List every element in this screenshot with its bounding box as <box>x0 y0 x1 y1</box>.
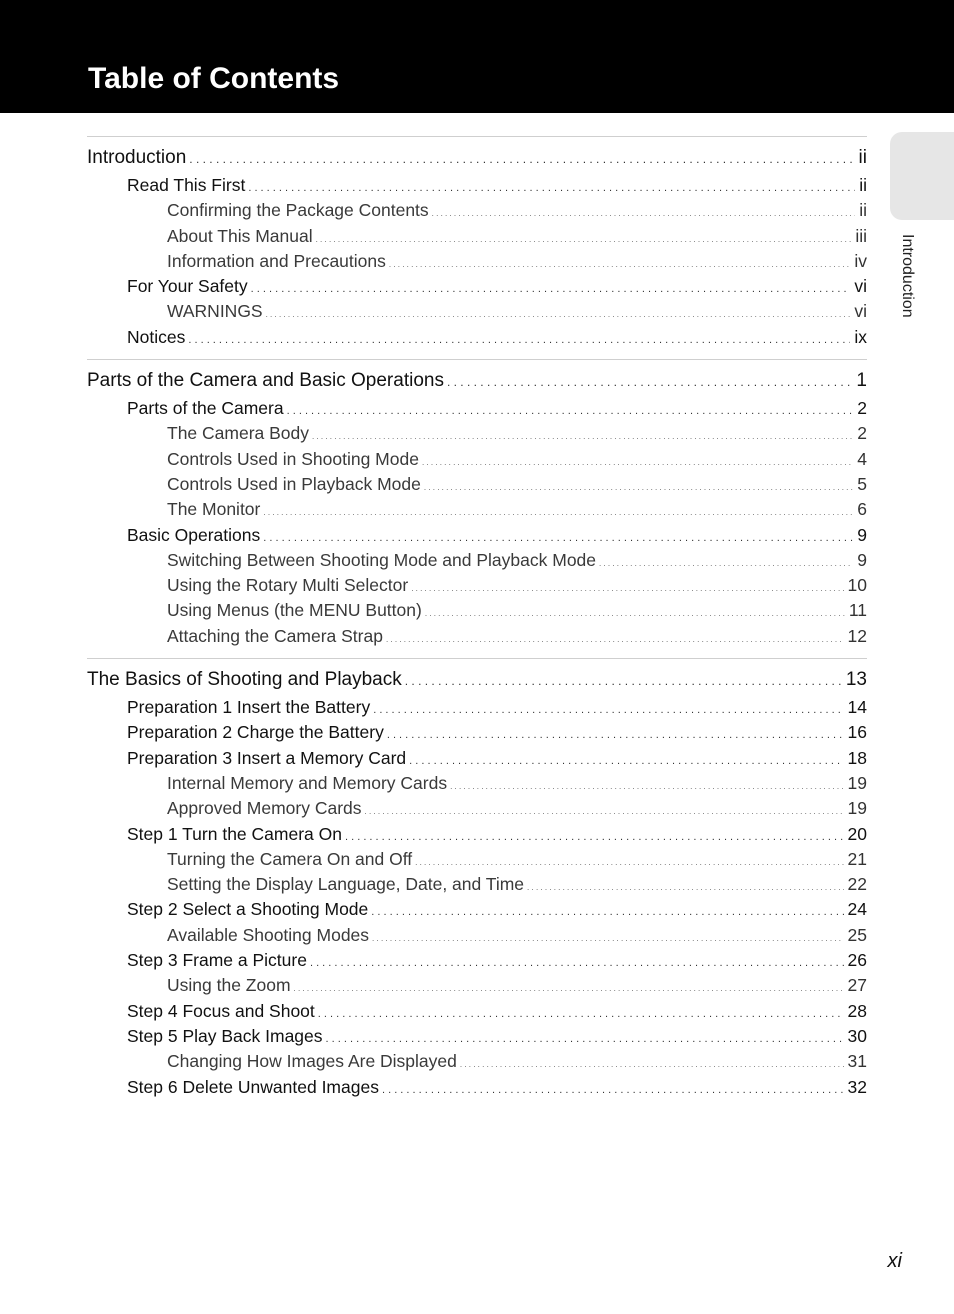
toc-entry-page: 5 <box>857 473 867 494</box>
toc-section <box>87 658 867 1100</box>
toc-subsection-entry[interactable] <box>87 548 867 573</box>
toc-entry-title: Step 5 Play Back Images <box>127 1025 323 1046</box>
dot-leader <box>424 475 853 500</box>
toc-subsection-entry[interactable] <box>87 1049 867 1074</box>
toc-subsection-entry[interactable] <box>87 796 867 821</box>
toc-entry-page: 11 <box>848 600 867 621</box>
toc-section-entry[interactable] <box>87 523 867 548</box>
dot-leader <box>599 551 853 576</box>
toc-entry-page: 1 <box>856 370 867 392</box>
dot-leader <box>251 277 851 302</box>
dot-leader <box>345 825 844 850</box>
toc-entry-title: Notices <box>127 326 186 347</box>
toc-entry-page: 20 <box>847 823 867 844</box>
toc-entry-title: Preparation 3 Insert a Memory Card <box>127 747 407 768</box>
toc-section-entry[interactable] <box>87 948 867 973</box>
toc-subsection-entry[interactable] <box>87 923 867 948</box>
toc-subsection-entry[interactable] <box>87 573 867 598</box>
dot-leader <box>387 723 844 748</box>
toc-section <box>87 136 867 350</box>
toc-entry-page: 4 <box>857 448 867 469</box>
toc-entry-page: 19 <box>847 798 867 819</box>
toc-entry-page: 22 <box>847 874 867 895</box>
toc-entry-title: Approved Memory Cards <box>167 798 362 819</box>
chapter-tab[interactable] <box>890 132 954 220</box>
toc-entry-title: WARNINGS <box>167 301 263 322</box>
toc-entry-title: Controls Used in Playback Mode <box>167 473 421 494</box>
toc-entry-page: iv <box>854 250 867 271</box>
toc-section-entry[interactable] <box>87 325 867 350</box>
dot-leader <box>189 144 854 174</box>
toc-entry-page: vi <box>854 301 867 322</box>
toc-entry-title: Attaching the Camera Strap <box>167 625 383 646</box>
toc-section <box>87 359 867 649</box>
toc-section-entry[interactable] <box>87 695 867 720</box>
dot-leader <box>409 749 843 774</box>
toc-entry-page: 31 <box>847 1051 867 1072</box>
toc-entry-title: Available Shooting Modes <box>167 924 370 945</box>
toc-entry-page: 16 <box>847 722 867 743</box>
dot-leader <box>188 328 850 353</box>
toc-section-entry[interactable] <box>87 1024 867 1049</box>
page-number: xi <box>887 1250 902 1272</box>
toc-entry-title: Using the Rotary Multi Selector <box>167 575 409 596</box>
dot-leader <box>263 500 853 525</box>
toc-entry-page: ii <box>858 147 867 168</box>
dot-leader <box>450 774 843 799</box>
toc-entry-page: 13 <box>845 669 867 691</box>
toc-entry-title: Step 3 Frame a Picture <box>127 950 307 971</box>
toc-subsection-entry[interactable] <box>87 421 867 446</box>
toc-entry-title: Read This First <box>127 175 246 195</box>
dot-leader <box>382 1078 844 1103</box>
dot-leader <box>422 450 853 475</box>
toc-entry-title: About This Manual <box>167 225 313 246</box>
chapter-tab-label: Introduction <box>899 234 916 318</box>
dot-leader <box>373 698 843 723</box>
toc-entry-page: 10 <box>847 575 867 596</box>
dot-leader <box>411 576 843 601</box>
toc-entry-page: 6 <box>857 499 867 520</box>
toc-subsection-entry[interactable] <box>87 847 867 872</box>
dot-leader <box>389 252 850 277</box>
toc-chapter-entry[interactable] <box>87 366 867 396</box>
toc-entry-page: 18 <box>847 747 867 768</box>
toc-entry-title: Changing How Images Are Displayed <box>167 1051 457 1072</box>
toc-entry-page: 25 <box>847 924 867 945</box>
toc-entry-title: Preparation 1 Insert the Battery <box>127 697 371 718</box>
toc-entry-page: ix <box>854 326 867 347</box>
toc-entry-title: Controls Used in Shooting Mode <box>167 448 419 469</box>
toc-subsection-entry[interactable] <box>87 624 867 649</box>
toc-entry-page: ii <box>859 200 867 221</box>
dot-leader <box>318 1002 844 1027</box>
dot-leader <box>310 951 844 976</box>
dot-leader <box>371 900 843 925</box>
toc-entry-title: Step 2 Select a Shooting Mode <box>127 899 369 920</box>
toc-entry-page: 2 <box>857 423 867 444</box>
toc-subsection-entry[interactable] <box>87 447 867 472</box>
toc-entry-page: 21 <box>847 848 867 869</box>
toc-subsection-entry[interactable] <box>87 973 867 998</box>
dot-leader <box>316 227 852 252</box>
toc-entry-page: 19 <box>847 772 867 793</box>
dot-leader <box>405 666 842 696</box>
toc-section-entry[interactable] <box>87 396 867 421</box>
toc-entry-page: iii <box>855 225 867 246</box>
toc-entry-title: Using the Zoom <box>167 975 291 996</box>
toc-subsection-entry[interactable] <box>87 224 867 249</box>
toc-entry-title: Information and Precautions <box>167 250 386 271</box>
toc-entry-page: 12 <box>847 625 867 646</box>
toc-entry-title: The Camera Body <box>167 423 310 444</box>
toc-section-entry[interactable] <box>87 897 867 922</box>
dot-leader <box>386 627 844 652</box>
dot-leader <box>266 302 851 327</box>
toc-subsection-entry[interactable] <box>87 872 867 897</box>
toc-entry-title: Step 4 Focus and Shoot <box>127 1000 315 1021</box>
toc-chapter-entry[interactable] <box>87 143 867 173</box>
toc-entry-title: Basic Operations <box>127 524 261 545</box>
toc-entry-page: 2 <box>857 398 867 419</box>
toc-subsection-entry[interactable] <box>87 299 867 324</box>
toc-section-entry[interactable] <box>87 822 867 847</box>
toc-section-entry[interactable] <box>87 274 867 299</box>
toc-entry-title: Step 1 Turn the Camera On <box>127 823 342 844</box>
toc-section-entry[interactable] <box>87 999 867 1024</box>
toc-entry-page: 14 <box>847 697 867 718</box>
toc-entry-title: Turning the Camera On and Off <box>167 848 413 869</box>
dot-leader <box>432 201 856 226</box>
toc-entry-title: Introduction <box>87 147 187 168</box>
dot-leader <box>527 875 843 900</box>
toc-subsection-entry[interactable] <box>87 249 867 274</box>
toc-entry-title: Switching Between Shooting Mode and Playback Mode <box>167 549 597 570</box>
dot-leader <box>447 367 852 397</box>
toc-entry-title: Setting the Display Language, Date, and Time <box>167 874 525 895</box>
toc-section-entry[interactable] <box>87 1075 867 1100</box>
toc-entry-title: The Basics of Shooting and Playback <box>87 669 402 691</box>
toc-subsection-entry[interactable] <box>87 497 867 522</box>
toc-entry-title: For Your Safety <box>127 276 248 297</box>
toc-entry-page: 27 <box>847 975 867 996</box>
toc-section-entry[interactable] <box>87 720 867 745</box>
toc-entry-title: Preparation 2 Charge the Battery <box>127 722 384 743</box>
dot-leader <box>365 799 844 824</box>
page-title: Table of Contents <box>88 62 340 95</box>
toc-chapter-entry[interactable] <box>87 665 867 695</box>
dot-leader <box>287 399 854 424</box>
toc-entry-title: Using Menus (the MENU Button) <box>167 600 422 621</box>
toc-entry-title: Step 6 Delete Unwanted Images <box>127 1076 379 1097</box>
toc-section-entry[interactable] <box>87 173 867 198</box>
page-header <box>0 0 954 113</box>
toc-subsection-entry[interactable] <box>87 598 867 623</box>
dot-leader <box>294 976 844 1001</box>
toc-entry-title: Internal Memory and Memory Cards <box>167 772 448 793</box>
toc-section-entry[interactable] <box>87 746 867 771</box>
dot-leader <box>460 1052 844 1077</box>
toc-entry-title: Parts of the Camera <box>127 398 284 419</box>
toc-entry-page: 28 <box>847 1000 867 1021</box>
toc-entry-page: 9 <box>857 524 867 545</box>
toc-subsection-entry[interactable] <box>87 472 867 497</box>
dot-leader <box>372 926 843 951</box>
toc-entry-title: The Monitor <box>167 499 261 520</box>
toc-subsection-entry[interactable] <box>87 198 867 223</box>
toc-entry-page: 9 <box>857 549 867 570</box>
toc-subsection-entry[interactable] <box>87 771 867 796</box>
toc-entry-page: 30 <box>847 1025 867 1046</box>
toc-entry-title: Confirming the Package Contents <box>167 200 429 221</box>
toc-entry-page: 32 <box>847 1076 867 1097</box>
toc-entry-page: vi <box>854 276 867 297</box>
toc-entry-title: Parts of the Camera and Basic Operations <box>87 370 444 392</box>
toc-entry-page: 26 <box>847 950 867 971</box>
table-of-contents <box>87 136 867 1100</box>
dot-leader <box>425 601 845 626</box>
toc-entry-page: ii <box>859 175 867 195</box>
toc-entry-page: 24 <box>847 899 867 920</box>
